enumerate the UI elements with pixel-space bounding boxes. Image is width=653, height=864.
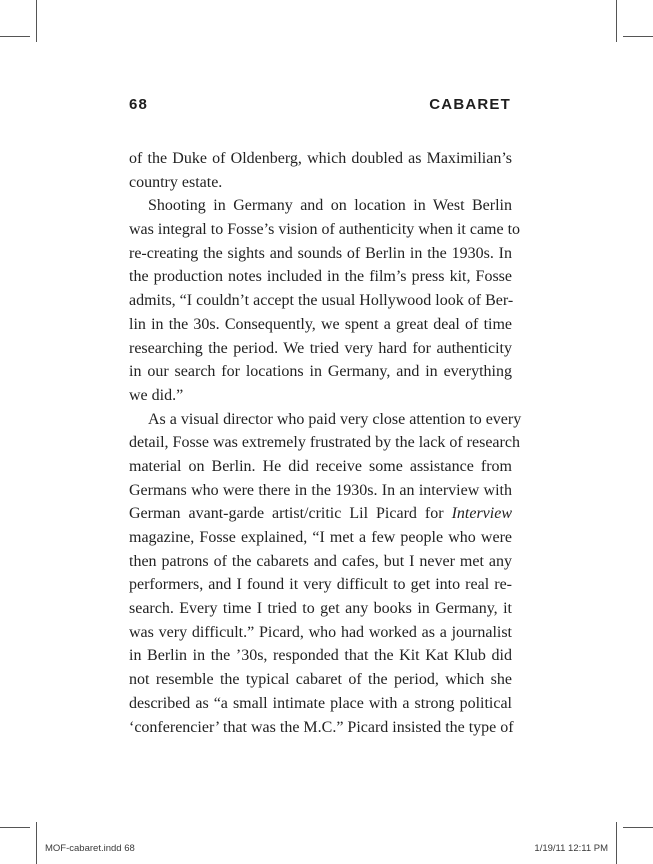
text-line: performers, and I found it very difficult to get into real re- [129,576,512,594]
text-line: country estate. [129,173,223,191]
text-line: As a visual director who paid very close attention to every [148,410,522,428]
text-line: in Berlin in the ’30s, responded that the Kit Kat Klub did [129,647,512,665]
slug-date-time: 1/19/11 12:11 PM [534,843,608,854]
text-line: ‘conferencier’ that was the M.C.” Picard insisted the type of [129,718,514,736]
crop-mark-bottom-left-horizontal [0,827,30,828]
text-line: described as “a small intimate place with a strong political [129,694,512,712]
running-head [129,96,511,116]
text-line: Germans who were there in the 1930s. In an interview with [129,481,512,499]
crop-mark-top-left-vertical [36,0,37,42]
slug-file-info: MOF-cabaret.indd 68 [45,843,135,854]
text-line: re-creating the sights and sounds of Berlin in the 1930s. In [129,244,512,262]
text-line: search. Every time I tried to get any books in Germany, it [129,600,512,618]
italic-title: Interview [451,505,512,523]
text-line: admits, “I couldn’t accept the usual Hollywood look of Ber- [129,292,514,310]
text-line: detail, Fosse was extremely frustrated by the lack of research [129,434,520,452]
page-number: 68 [129,96,149,113]
text-line: was very difficult.” Picard, who had worked as a journalist [129,623,512,641]
text-line: researching the period. We tried very hard for authenticity [129,339,512,357]
text-line: German avant-garde artist/critic Lil Picard for Interview [129,505,512,523]
text-line: not resemble the typical cabaret of the period, which she [129,671,512,689]
text-line: magazine, Fosse explained, “I met a few people who were [129,529,512,546]
crop-mark-bottom-right-vertical [616,822,617,864]
text-line: then patrons of the cabarets and cafes, but I never met any [129,552,512,570]
text-line: material on Berlin. He did receive some assistance from [129,457,512,475]
text-line: lin in the 30s. Consequently, we spent a great deal of time [129,315,512,333]
text-line: we did.” [129,386,184,404]
text-line: was integral to Fosse’s vision of authenticity when it came to [129,221,521,239]
body-text [129,147,522,739]
crop-mark-top-right-horizontal [623,36,653,37]
crop-mark-top-right-vertical [616,0,617,42]
running-title: CABARET [429,96,511,113]
text-line: Shooting in Germany and on location in West Berlin [148,197,512,215]
text-line: the production notes included in the film’s press kit, Fosse [129,268,512,286]
crop-mark-top-left-horizontal [0,36,30,37]
crop-mark-bottom-left-vertical [36,822,37,864]
crop-mark-bottom-right-horizontal [623,827,653,828]
text-line: of the Duke of Oldenberg, which doubled as Maximilian’s [129,150,512,167]
text-line: in our search for locations in Germany, and in everything [129,363,512,381]
